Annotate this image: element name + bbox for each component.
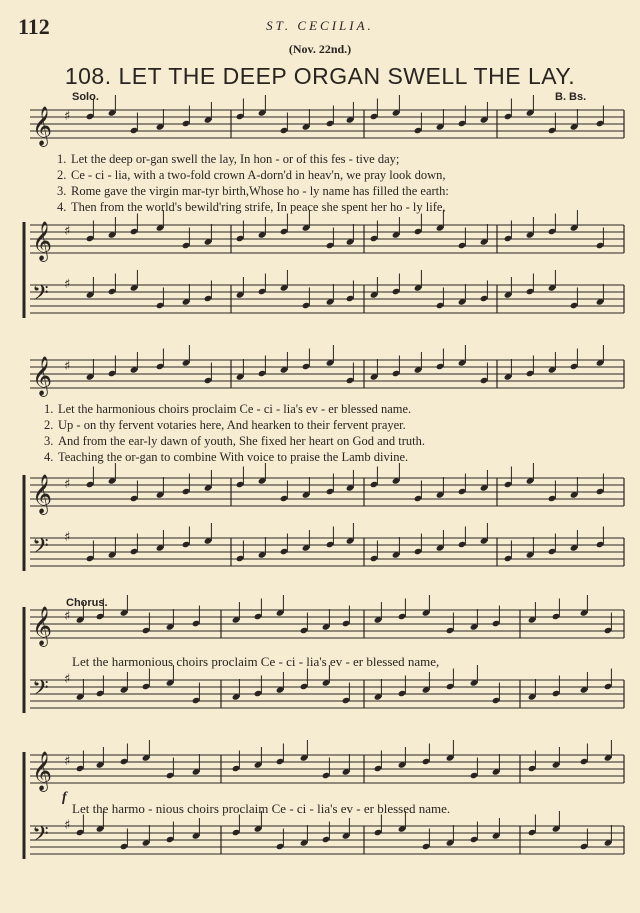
bass-clef-icon: 𝄢: [32, 822, 49, 852]
key-sharp-icon: ♯: [64, 530, 71, 545]
chorus-lyric-line: Let the harmonious choirs proclaim Ce - ci - lia's ev - er blessed name,: [72, 654, 440, 669]
voice-parts-label: B. Bs.: [555, 91, 587, 103]
verse-line: 3. Rome gave the virgin mar-tyr birth,Whose ho - ly name has filled the earth:: [57, 184, 449, 198]
bass-clef-icon: 𝄢: [32, 676, 49, 706]
key-sharp-icon: ♯: [64, 672, 71, 687]
verse-line: 1. Let the harmonious choirs proclaim Ce - ci - lia's ev - er blessed name.: [44, 402, 412, 416]
key-sharp-icon: ♯: [64, 359, 71, 374]
verse-line: 1. Let the deep or-gan swell the lay, In hon - or of this fes - tive day;: [57, 152, 400, 166]
verse-line: 2. Ce - ci - lia, with a two-fold crown A-dorn'd in heav'n, we pray look down,: [57, 168, 446, 182]
verse-line: 3. And from the ear-ly dawn of youth, She fixed her heart on God and truth.: [44, 434, 426, 448]
chorus-label: Chorus.: [66, 597, 108, 609]
page-number: 112: [18, 14, 50, 39]
key-sharp-icon: ♯: [64, 109, 71, 124]
key-sharp-icon: ♯: [64, 754, 71, 769]
solo-label: Solo.: [72, 91, 99, 103]
key-sharp-icon: ♯: [64, 277, 71, 292]
chorus-lyric-line: Let the harmo - nious choirs proclaim Ce - ci - lia's ev - er blessed name.: [72, 801, 451, 816]
verse-line: 2. Up - on thy fervent votaries here, And hearken to their fervent prayer.: [44, 418, 406, 432]
key-sharp-icon: ♯: [64, 477, 71, 492]
running-head: ST. CECILIA.: [266, 18, 374, 33]
hymn-title: 108. LET THE DEEP ORGAN SWELL THE LAY.: [64, 63, 576, 89]
treble-clef-icon: 𝄞: [32, 106, 53, 146]
bass-clef-icon: 𝄢: [32, 534, 49, 564]
dateline: (Nov. 22nd.): [288, 42, 352, 56]
bass-clef-icon: 𝄢: [32, 281, 49, 311]
treble-clef-icon: 𝄞: [32, 221, 53, 261]
key-sharp-icon: ♯: [64, 818, 71, 833]
treble-clef-icon: 𝄞: [32, 474, 53, 514]
treble-clef-icon: 𝄞: [32, 356, 53, 396]
treble-clef-icon: 𝄞: [32, 751, 53, 791]
key-sharp-icon: ♯: [64, 224, 71, 239]
treble-clef-icon: 𝄞: [32, 606, 53, 646]
forte-marking: f: [62, 790, 67, 805]
verse-line: 4. Teaching the or-gan to combine With voice to praise the Lamb divine.: [44, 450, 409, 464]
key-sharp-icon: ♯: [64, 609, 71, 624]
verse-line: 4. Then from the world's bewild'ring strife, In peace she spent her ho - ly life,: [57, 200, 446, 214]
